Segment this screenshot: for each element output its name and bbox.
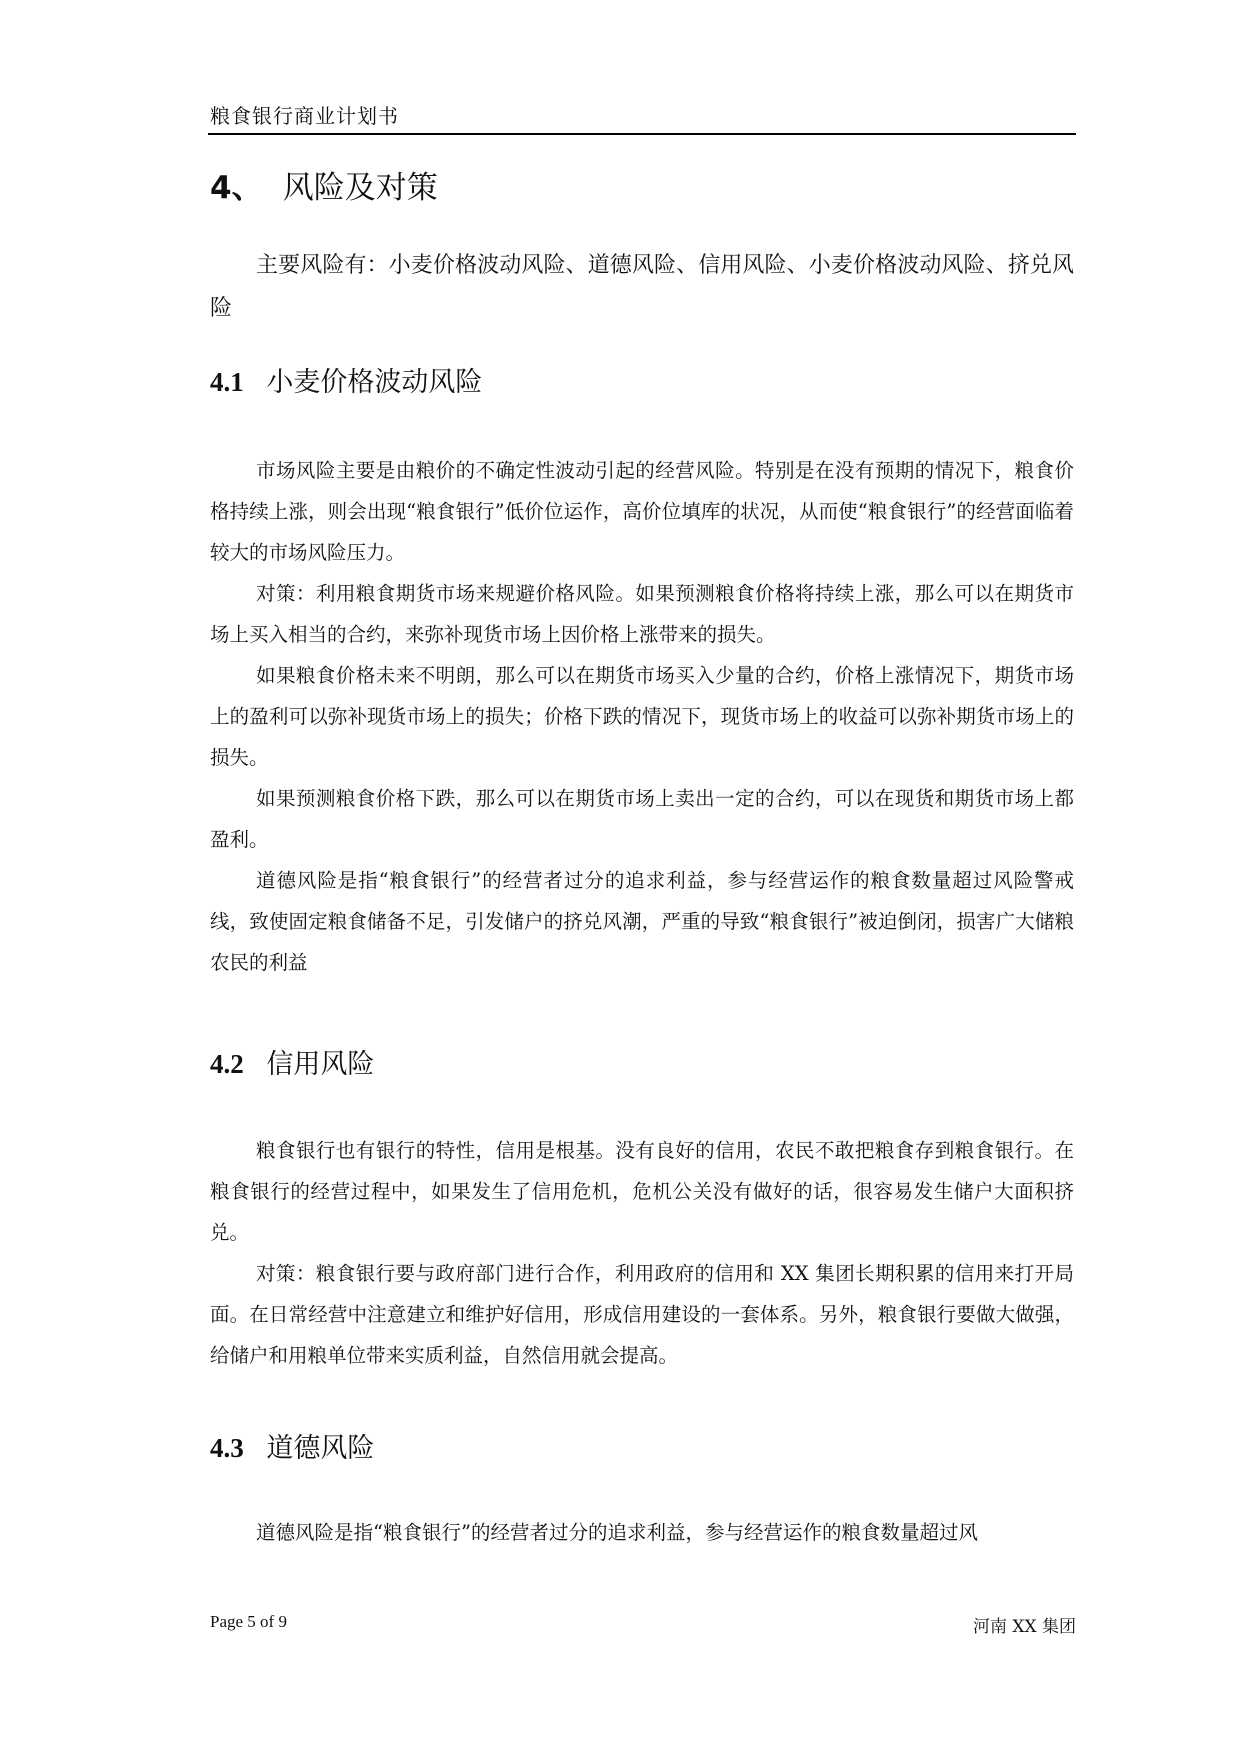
page-header-title: 粮食银行商业计划书 xyxy=(210,104,399,128)
subsection-title: 信用风险 xyxy=(266,1049,375,1080)
paragraph: 对策：利用粮食期货市场来规避价格风险。如果预测粮食价格将持续上涨，那么可以在期货市场上买入相当的合约，来弥补现货市场上因价格上涨带来的损失。 xyxy=(210,582,1074,646)
section-number: 4、 xyxy=(210,170,263,206)
subsection-title: 小麦价格波动风险 xyxy=(266,367,483,398)
subsection-title: 道德风险 xyxy=(266,1433,375,1464)
paragraph: 道德风险是指“粮食银行”的经营者过分的追求利益，参与经营运作的粮食数量超过风险警戒线，致使固定粮食储备不足，引发储户的挤兑风潮，严重的导致“粮食银行”被迫倒闭，损害广大储粮农民的利益 xyxy=(210,869,1074,974)
paragraph: 道德风险是指“粮食银行”的经营者过分的追求利益，参与经营运作的粮食数量超过风 xyxy=(256,1521,978,1544)
subsection-number: 4.2 xyxy=(210,1049,244,1079)
subsection-heading-4-3 xyxy=(210,1426,374,1465)
section-title: 风险及对策 xyxy=(282,170,438,206)
paragraph: 对策：粮食银行要与政府部门进行合作，利用政府的信用和 XX 集团长期积累的信用来打开局面。在日常经营中注意建立和维护好信用，形成信用建设的一套体系。另外，粮食银行要做大做强，给储户和用粮单位带来实质利益，自然信用就会提高。 xyxy=(210,1262,1074,1367)
footer-company: 河南 XX 集团 xyxy=(972,1617,1076,1637)
subsection-number: 4.3 xyxy=(210,1433,244,1463)
paragraph: 粮食银行也有银行的特性，信用是根基。没有良好的信用，农民不敢把粮食存到粮食银行。在粮食银行的经营过程中，如果发生了信用危机，危机公关没有做好的话，很容易发生储户大面积挤兑。 xyxy=(210,1139,1074,1244)
subsection-number: 4.1 xyxy=(210,367,244,397)
section-heading xyxy=(210,162,438,207)
subsection-heading-4-1 xyxy=(210,360,482,399)
header-divider xyxy=(208,133,1076,135)
paragraph: 如果粮食价格未来不明朗，那么可以在期货市场买入少量的合约，价格上涨情况下，期货市场上的盈利可以弥补现货市场上的损失；价格下跌的情况下，现货市场上的收益可以弥补期货市场上的损失。 xyxy=(210,664,1074,769)
subsection-heading-4-2 xyxy=(210,1042,374,1081)
paragraph: 市场风险主要是由粮价的不确定性波动引起的经营风险。特别是在没有预期的情况下，粮食价格持续上涨，则会出现“粮食银行”低价位运作，高价位填库的状况，从而使“粮食银行”的经营面临着较大的市场风险压力。 xyxy=(210,459,1074,564)
page-number: Page 5 of 9 xyxy=(210,1612,287,1631)
paragraph: 如果预测粮食价格下跌，那么可以在期货市场上卖出一定的合约，可以在现货和期货市场上都盈利。 xyxy=(210,787,1074,851)
section-intro: 主要风险有：小麦价格波动风险、道德风险、信用风险、小麦价格波动风险、挤兑风险 xyxy=(210,253,1074,321)
